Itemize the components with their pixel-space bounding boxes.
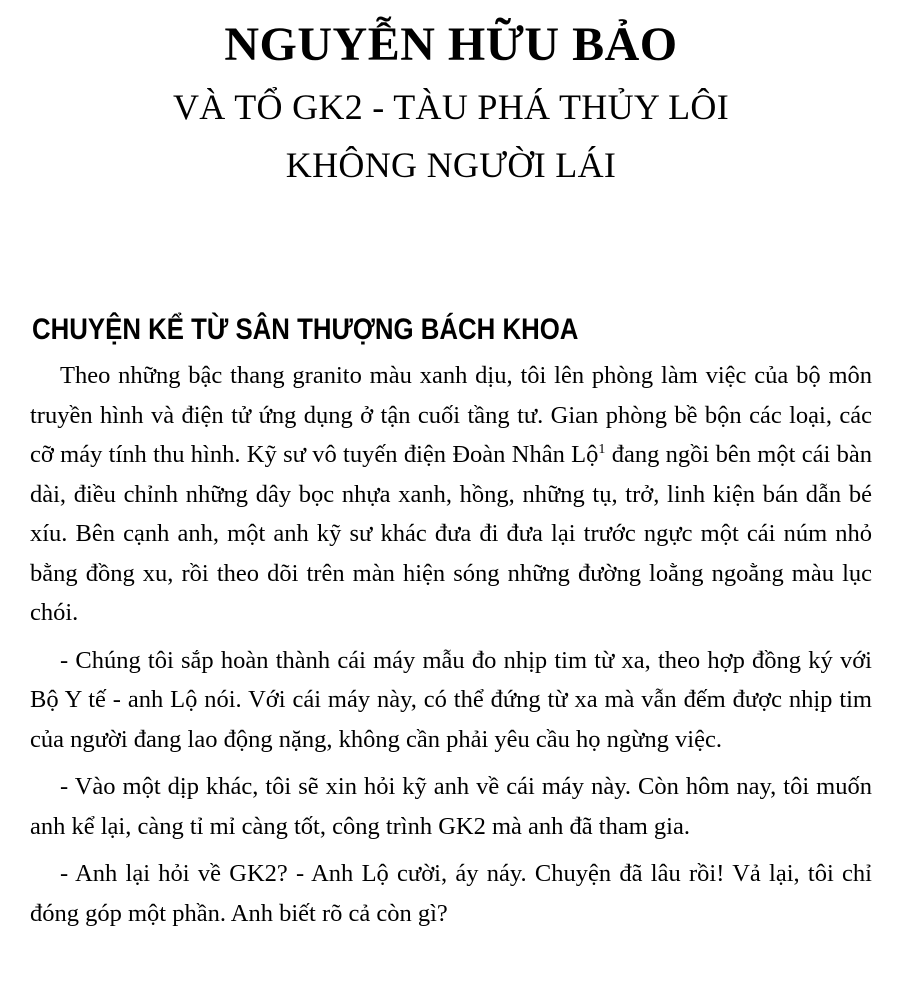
chapter-subtitle-line-2: KHÔNG NGƯỜI LÁI: [285, 145, 617, 185]
paragraph-3: - Vào một dịp khác, tôi sẽ xin hỏi kỹ anh về cái máy này. Còn hôm nay, tôi muốn anh kể lại, càng tỉ mỉ càng tốt, công trình GK2 mà anh đã tham gia.: [30, 773, 872, 840]
section-heading: CHUYỆN KỂ TỪ SÂN THƯỢNG BÁCH KHOA: [32, 313, 579, 346]
paragraph-1-text-before-note: Theo những bậc thang granito màu xanh dịu, tôi lên phòng làm việc của bộ môn truyền hình và điện tử ứng dụng ở tận cuối tầng tư. Gian phòng bề bộn các loại, các cỡ máy tính thu hình. Kỹ sư vô tuyến điện Đoàn Nhân Lộ: [30, 362, 872, 468]
paragraph-2: - Chúng tôi sắp hoàn thành cái máy mẫu đo nhịp tim từ xa, theo hợp đồng ký với Bộ Y tế - anh Lộ nói. Với cái máy này, có thể đứng từ xa mà vẫn đếm được nhịp tim của người đang lao động nặng, không cần phải yêu cầu họ ngừng việc.: [30, 646, 872, 753]
body-text: [30, 356, 872, 933]
paragraph-1: [30, 356, 872, 633]
paragraph-1-text-after-note: đang ngồi bên một cái bàn dài, điều chỉnh những dây bọc nhựa xanh, hồng, những tụ, trở, linh kiện bán dẫn bé xíu. Bên cạnh anh, một anh kỹ sư khác đưa đi đưa lại trước ngực một cái núm nhỏ bằng đồng xu, rồi theo dõi trên màn hiện sóng những đường loằng ngoằng màu lục chói.: [30, 441, 872, 626]
footnote-marker[interactable]: 1: [598, 441, 606, 457]
chapter-title: NGUYỄN HỮU BẢO: [224, 18, 678, 71]
paragraph-4: - Anh lại hỏi về GK2? - Anh Lộ cười, áy náy. Chuyện đã lâu rồi! Vả lại, tôi chỉ đóng góp một phần. Anh biết rõ cả còn gì?: [30, 860, 872, 927]
chapter-subtitle-line-1: VÀ TỔ GK2 - TÀU PHÁ THỦY LÔI: [172, 87, 730, 127]
